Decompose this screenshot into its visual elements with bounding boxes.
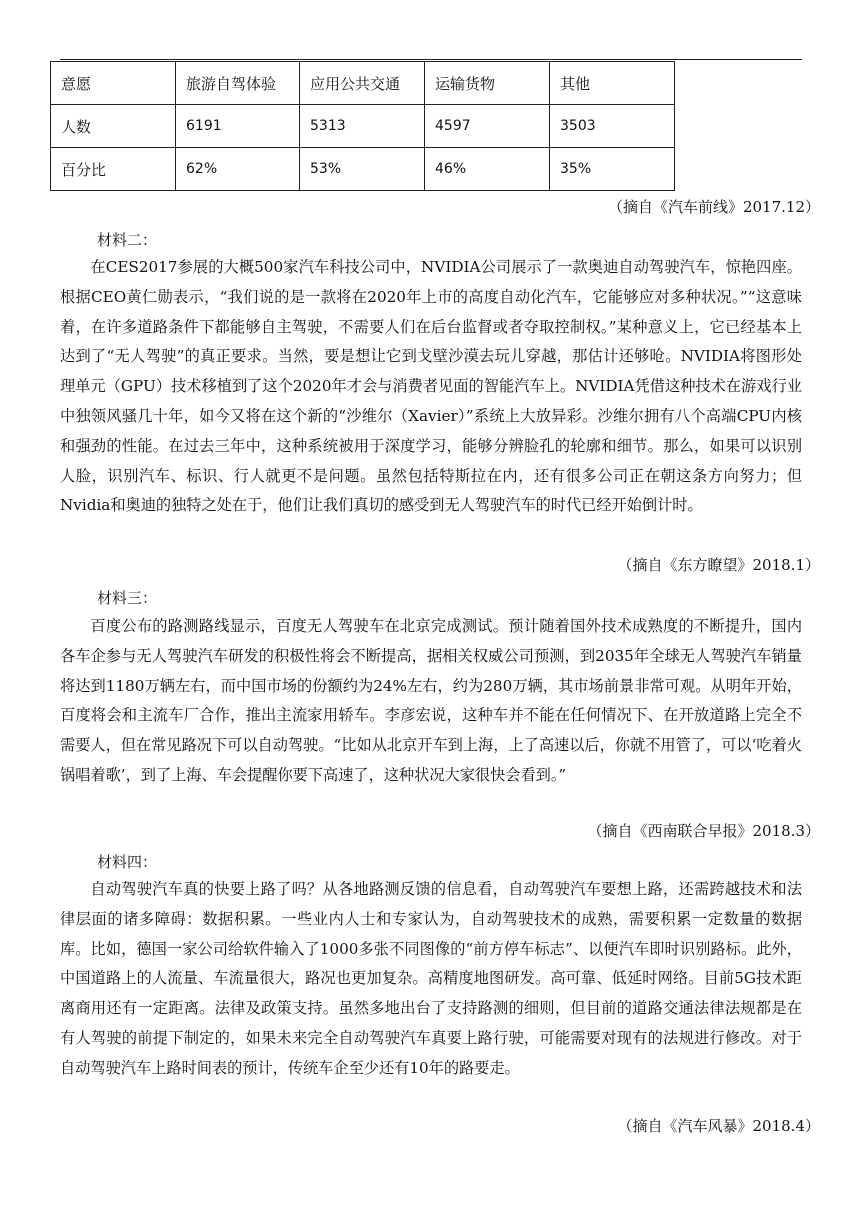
table-cell: 其他 [550,62,675,105]
material-4-heading: 材料四： [97,853,158,871]
table-cell: 意愿 [51,62,176,105]
material-2-heading: 材料二： [97,231,158,249]
material-3-paragraph: 百度公布的路测路线显示，百度无人驾驶车在北京完成测试。预计随着国外技术成熟度的不断提升，国内各车企参与无人驾驶汽车研发的积极性将会不断提高，据相关权威公司预测，到2035年全球无人驾驶汽车销量将达到1180万辆左右，而中国市场的份额约为24%左右，约为280万辆，其市场前景非常可观。从明年开始，百度将会和主流车厂合作，推出主流家用轿车。李彦宏说，这种车并不能在任何情况下、在开放道路上完全不需要人，但在常见路况下可以自动驾驶。“比如从北京开车到上海，上了高速以后，你就不用管了，可以‘吃着火锅唱着歌’，到了上海、车会提醒你要下高速了，这种状况大家很快会看到。” [60,617,802,784]
source-citation-3: （摘自《西南联合早报》2018.3） [587,822,820,840]
table-cell: 6191 [176,105,300,148]
table-cell: 人数 [51,105,176,148]
source-citation-1: （摘自《汽车前线》2017.12） [607,198,820,216]
source-citation-4: （摘自《汽车风暴》2018.4） [617,1117,820,1135]
table-cell: 35% [550,148,675,191]
header-rule [60,59,802,60]
source-citation-2: （摘自《东方瞭望》2018.1） [617,556,820,574]
table-cell: 3503 [550,105,675,148]
table-cell: 旅游自驾体验 [176,62,300,105]
table-cell: 百分比 [51,148,176,191]
material-2-paragraph: 在CES2017参展的大概500家汽车科技公司中，NVIDIA公司展示了一款奥迪自动驾驶汽车，惊艳四座。根据CEO黄仁勋表示，“我们说的是一款将在2020年上市的高度自动化汽车，它能够应对多种状况。”“这意味着，在许多道路条件下都能够自主驾驶，不需要人们在后台监督或者夺取控制权。”某种意义上，它已经基本上达到了“无人驾驶”的真正要求。当然，要是想让它到戈壁沙漠去玩儿穿越，那估计还够呛。NVIDIA将图形处理单元（GPU）技术移植到了这个2020年才会与消费者见面的智能汽车上。NVIDIA凭借这种技术在游戏行业中独领风骚几十年，如今又将在这个新的“沙维尔（Xavier）”系统上大放异彩。沙维尔拥有八个高端CPU内核和强劲的性能。在过去三年中，这种系统被用于深度学习，能够分辨脸孔的轮廓和细节。那么，如果可以识别人脸，识别汽车、标识、行人就更不是问题。虽然包括特斯拉在内，还有很多公司正在朝这条方向努力；但Nvidia和奥迪的独特之处在于，他们让我们真切的感受到无人驾驶汽车的时代已经开始倒计时。 [60,258,802,515]
survey-table [50,61,675,191]
table-cell: 5313 [300,105,425,148]
table-cell: 46% [425,148,550,191]
table-row [51,148,675,191]
table-cell: 运输货物 [425,62,550,105]
material-3-heading: 材料三： [97,589,158,607]
table-cell: 应用公共交通 [300,62,425,105]
table-cell: 62% [176,148,300,191]
table-row [51,62,675,105]
table-row [51,105,675,148]
material-4-paragraph: 自动驾驶汽车真的快要上路了吗？从各地路测反馈的信息看，自动驾驶汽车要想上路，还需跨越技术和法律层面的诸多障碍：数据积累。一些业内人士和专家认为，自动驾驶技术的成熟，需要积累一定数量的数据库。比如，德国一家公司给软件输入了1000多张不同图像的“前方停车标志”、以便汽车即时识别路标。此外，中国道路上的人流量、车流量很大，路况也更加复杂。高精度地图研发。高可靠、低延时网络。目前5G技术距离商用还有一定距离。法律及政策支持。虽然多地出台了支持路测的细则，但目前的道路交通法律法规都是在有人驾驶的前提下制定的，如果未来完全自动驾驶汽车真要上路行驶，可能需要对现有的法规进行修改。对于自动驾驶汽车上路时间表的预计，传统车企至少还有10年的路要走。 [60,880,802,1077]
table-cell: 53% [300,148,425,191]
table-cell: 4597 [425,105,550,148]
